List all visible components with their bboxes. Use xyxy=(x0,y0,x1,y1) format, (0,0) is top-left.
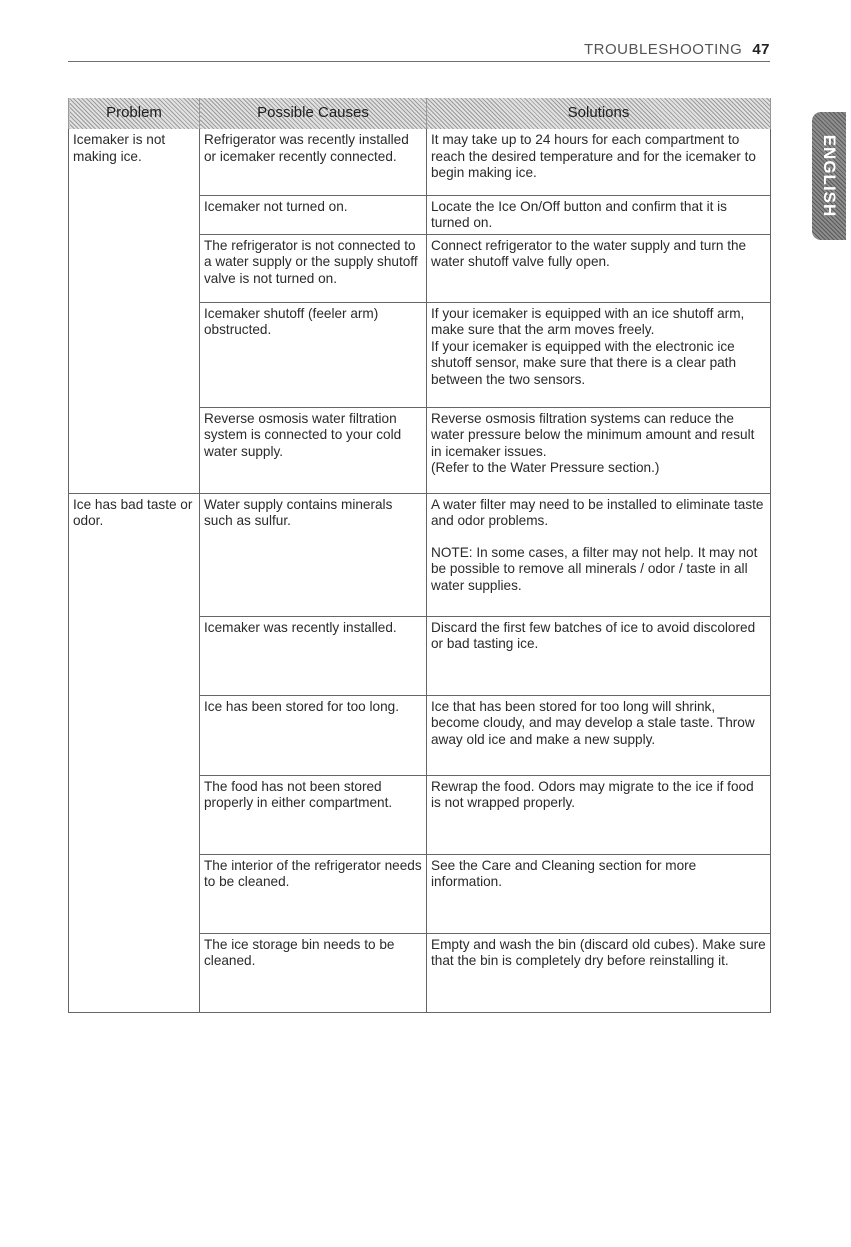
cause-cell: Refrigerator was recently installed or icemaker recently connected. xyxy=(200,129,427,195)
solution-text: Locate the Ice On/Off button and confirm that it is turned on. xyxy=(431,198,727,230)
solution-text: Ice that has been stored for too long will shrink, become cloudy, and may develop a stale taste. Throw away old ice and make a new supply. xyxy=(431,698,755,747)
language-tab-label: ENGLISH xyxy=(820,134,839,218)
solution-cell xyxy=(427,493,771,616)
cause-cell: Icemaker shutoff (feeler arm) obstructed. xyxy=(200,302,427,407)
solution-text: Empty and wash the bin (discard old cubes). Make sure that the bin is completely dry before reinstalling it. xyxy=(431,936,766,968)
cause-cell: The refrigerator is not connected to a water supply or the supply shutoff valve is not turned on. xyxy=(200,234,427,302)
column-header-problem: Problem xyxy=(69,98,200,129)
solution-cell xyxy=(427,302,771,407)
solution-cell xyxy=(427,775,771,854)
solution-text: (Refer to the Water Pressure section.) xyxy=(431,460,660,475)
cause-cell: Reverse osmosis water filtration system is connected to your cold water supply. xyxy=(200,407,427,493)
table-header-row xyxy=(69,98,771,129)
table-row xyxy=(69,129,771,195)
cause-cell: Icemaker not turned on. xyxy=(200,195,427,234)
cause-cell: Ice has been stored for too long. xyxy=(200,695,427,775)
cause-cell: The ice storage bin needs to be cleaned. xyxy=(200,933,427,1012)
solution-cell xyxy=(427,407,771,493)
cause-cell: Water supply contains minerals such as sulfur. xyxy=(200,493,427,616)
problem-cell: Ice has bad taste or odor. xyxy=(69,493,200,1012)
solution-text: If your icemaker is equipped with the electronic ice shutoff sensor, make sure that there is a clear path between the two sensors. xyxy=(431,338,737,387)
section-title: TROUBLESHOOTING xyxy=(583,41,743,58)
table-row xyxy=(69,493,771,616)
solution-text: Discard the first few batches of ice to avoid discolored or bad tasting ice. xyxy=(431,619,756,651)
problem-cell: Icemaker is not making ice. xyxy=(69,129,200,493)
solution-cell xyxy=(427,234,771,302)
solution-text: If your icemaker is equipped with an ice shutoff arm, make sure that the arm moves freely. xyxy=(431,305,745,337)
solution-text: Rewrap the food. Odors may migrate to the ice if food is not wrapped properly. xyxy=(431,778,754,810)
solution-cell xyxy=(427,933,771,1012)
cause-cell: Icemaker was recently installed. xyxy=(200,616,427,695)
page-header xyxy=(68,40,770,62)
solution-text: See the Care and Cleaning section for more information. xyxy=(431,857,697,889)
cause-cell: The food has not been stored properly in either compartment. xyxy=(200,775,427,854)
solution-text: Reverse osmosis filtration systems can reduce the water pressure below the minimum amount and result in icemaker issues. xyxy=(431,410,755,459)
column-header-causes: Possible Causes xyxy=(200,98,427,129)
language-tab xyxy=(812,112,846,240)
solution-cell xyxy=(427,854,771,933)
solution-text: Connect refrigerator to the water supply and turn the water shutoff valve fully open. xyxy=(431,237,747,269)
cause-cell: The interior of the refrigerator needs to be cleaned. xyxy=(200,854,427,933)
solution-cell xyxy=(427,195,771,234)
solution-cell xyxy=(427,129,771,195)
troubleshooting-table xyxy=(68,98,771,1013)
solution-cell xyxy=(427,695,771,775)
column-header-solutions: Solutions xyxy=(427,98,771,129)
page-number: 47 xyxy=(752,41,770,58)
solution-text: A water filter may need to be installed to eliminate taste and odor problems. xyxy=(431,496,764,528)
solution-note: NOTE: In some cases, a filter may not help. It may not be possible to remove all minerals / odor / taste in all water supplies. xyxy=(431,544,758,593)
solution-text: It may take up to 24 hours for each compartment to reach the desired temperature and for the icemaker to begin making ice. xyxy=(431,132,756,180)
solution-cell xyxy=(427,616,771,695)
